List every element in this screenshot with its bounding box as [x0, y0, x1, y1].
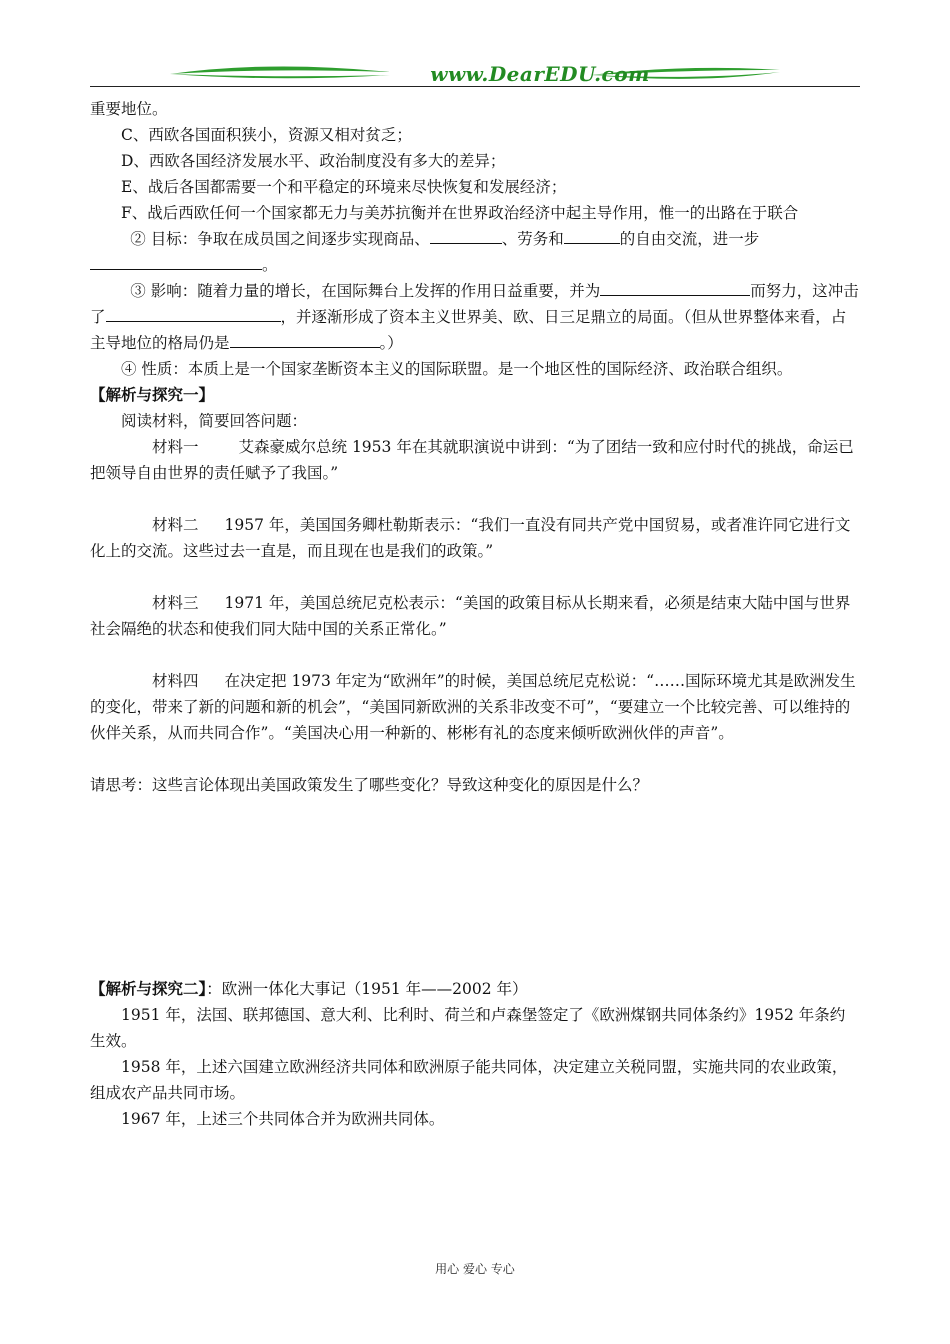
material-label: 材料三 — [152, 594, 199, 612]
goal-paragraph — [90, 226, 860, 278]
material-item — [90, 590, 860, 642]
influence-text-a: ③ 影响：随着力量的增长，在国际舞台上发挥的作用日益重要，并为 — [130, 282, 601, 300]
fill-blank[interactable] — [230, 331, 380, 348]
material-label: 材料二 — [152, 516, 199, 534]
site-logo-text: www.DearEDU.com — [430, 62, 650, 86]
influence-text-d: 。） — [379, 334, 403, 352]
influence-paragraph — [90, 278, 860, 356]
document-body — [90, 96, 860, 1132]
material-label: 材料一 — [152, 438, 199, 456]
material-label: 材料四 — [152, 672, 199, 690]
goal-text-end: 。 — [262, 256, 278, 274]
goal-text-c: 的自由交流，进一步 — [619, 230, 760, 248]
fill-blank[interactable] — [564, 227, 620, 244]
page-footer: 用心 爱心 专心 — [435, 1262, 515, 1276]
list-item-f: F、战后西欧任何一个国家都无力与美苏抗衡并在世界政治经济中起主导作用，惟一的出路在于联合 — [121, 204, 799, 222]
material-item — [90, 668, 860, 746]
section-heading-2 — [90, 976, 860, 1002]
influence-text-c: ，并逐渐形成了资本主义世界美、欧、日三足鼎立的局面。（但从世界整体来看，占主导地位的格局仍是 — [90, 308, 847, 352]
material-text: 在决定把 1973 年定为“欧洲年”的时候，美国总统尼克松说：“……国际环境尤其是欧洲发生的变化，带来了新的问题和新的机会”，“美国同新欧洲的关系非改变不可”，“要建立一个比较完善、可以维持的伙伴关系，从而共同合作”。“美国决心用一种新的、彬彬有礼的态度来倾听欧洲伙伴的声音”。 — [90, 672, 856, 742]
fill-blank[interactable] — [600, 279, 750, 296]
event-item: 1958 年，上述六国建立欧洲经济共同体和欧洲原子能共同体，决定建立关税同盟，实施共同的农业政策，组成农产品共同市场。 — [90, 1058, 848, 1102]
section-intro: 阅读材料，简要回答问题： — [121, 412, 308, 430]
goal-text-b: 、劳务和 — [501, 230, 564, 248]
nature-paragraph: ④ 性质：本质上是一个国家垄断资本主义的国际联盟。是一个地区性的国际经济、政治联合组织。 — [121, 360, 793, 378]
fill-blank[interactable] — [106, 305, 281, 322]
text-line: 重要地位。 — [90, 100, 168, 118]
material-text: 1971 年，美国总统尼克松表示：“美国的政策目标从长期来看，必须是结束大陆中国与世界社会隔绝的状态和使我们同大陆中国的关系正常化。” — [90, 594, 851, 638]
material-text: 艾森豪威尔总统 1953 年在其就职演说中讲到：“为了团结一致和应付时代的挑战，命运已把领导自由世界的责任赋予了我国。” — [90, 438, 854, 482]
material-item — [90, 434, 860, 486]
section-heading: 【解析与探究一】 — [90, 385, 215, 404]
event-item: 1967 年，上述三个共同体合并为欧洲共同体。 — [121, 1110, 445, 1128]
material-text: 1957 年，美国国务卿杜勒斯表示：“我们一直没有同共产党中国贸易，或者准许同它进行文化上的交流。这些过去一直是，而且现在也是我们的政策。” — [90, 516, 851, 560]
fill-blank[interactable] — [430, 227, 502, 244]
section-subtitle: ：欧洲一体化大事记（1951 年——2002 年） — [206, 980, 528, 998]
list-item-c: C、西欧各国面积狭小，资源又相对贫乏； — [121, 126, 412, 144]
question-text: 请思考：这些言论体现出美国政策发生了哪些变化？导致这种变化的原因是什么？ — [90, 776, 649, 794]
section-heading: 【解析与探究二】 — [90, 979, 207, 998]
page-header — [90, 58, 860, 90]
goal-text-a: ② 目标：争取在成员国之间逐步实现商品、 — [130, 230, 430, 248]
list-item-d: D、西欧各国经济发展水平、政治制度没有多大的差异； — [121, 152, 506, 170]
list-item-e: E、战后各国都需要一个和平稳定的环境来尽快恢复和发展经济； — [121, 178, 567, 196]
material-item — [90, 512, 860, 564]
header-rule — [90, 86, 860, 87]
fill-blank[interactable] — [90, 253, 262, 270]
influence-text-b: 而努力，这冲击了 — [90, 282, 859, 326]
event-item: 1951 年，法国、联邦德国、意大利、比利时、荷兰和卢森堡签定了《欧洲煤钢共同体条约》1952 年条约生效。 — [90, 1006, 846, 1050]
